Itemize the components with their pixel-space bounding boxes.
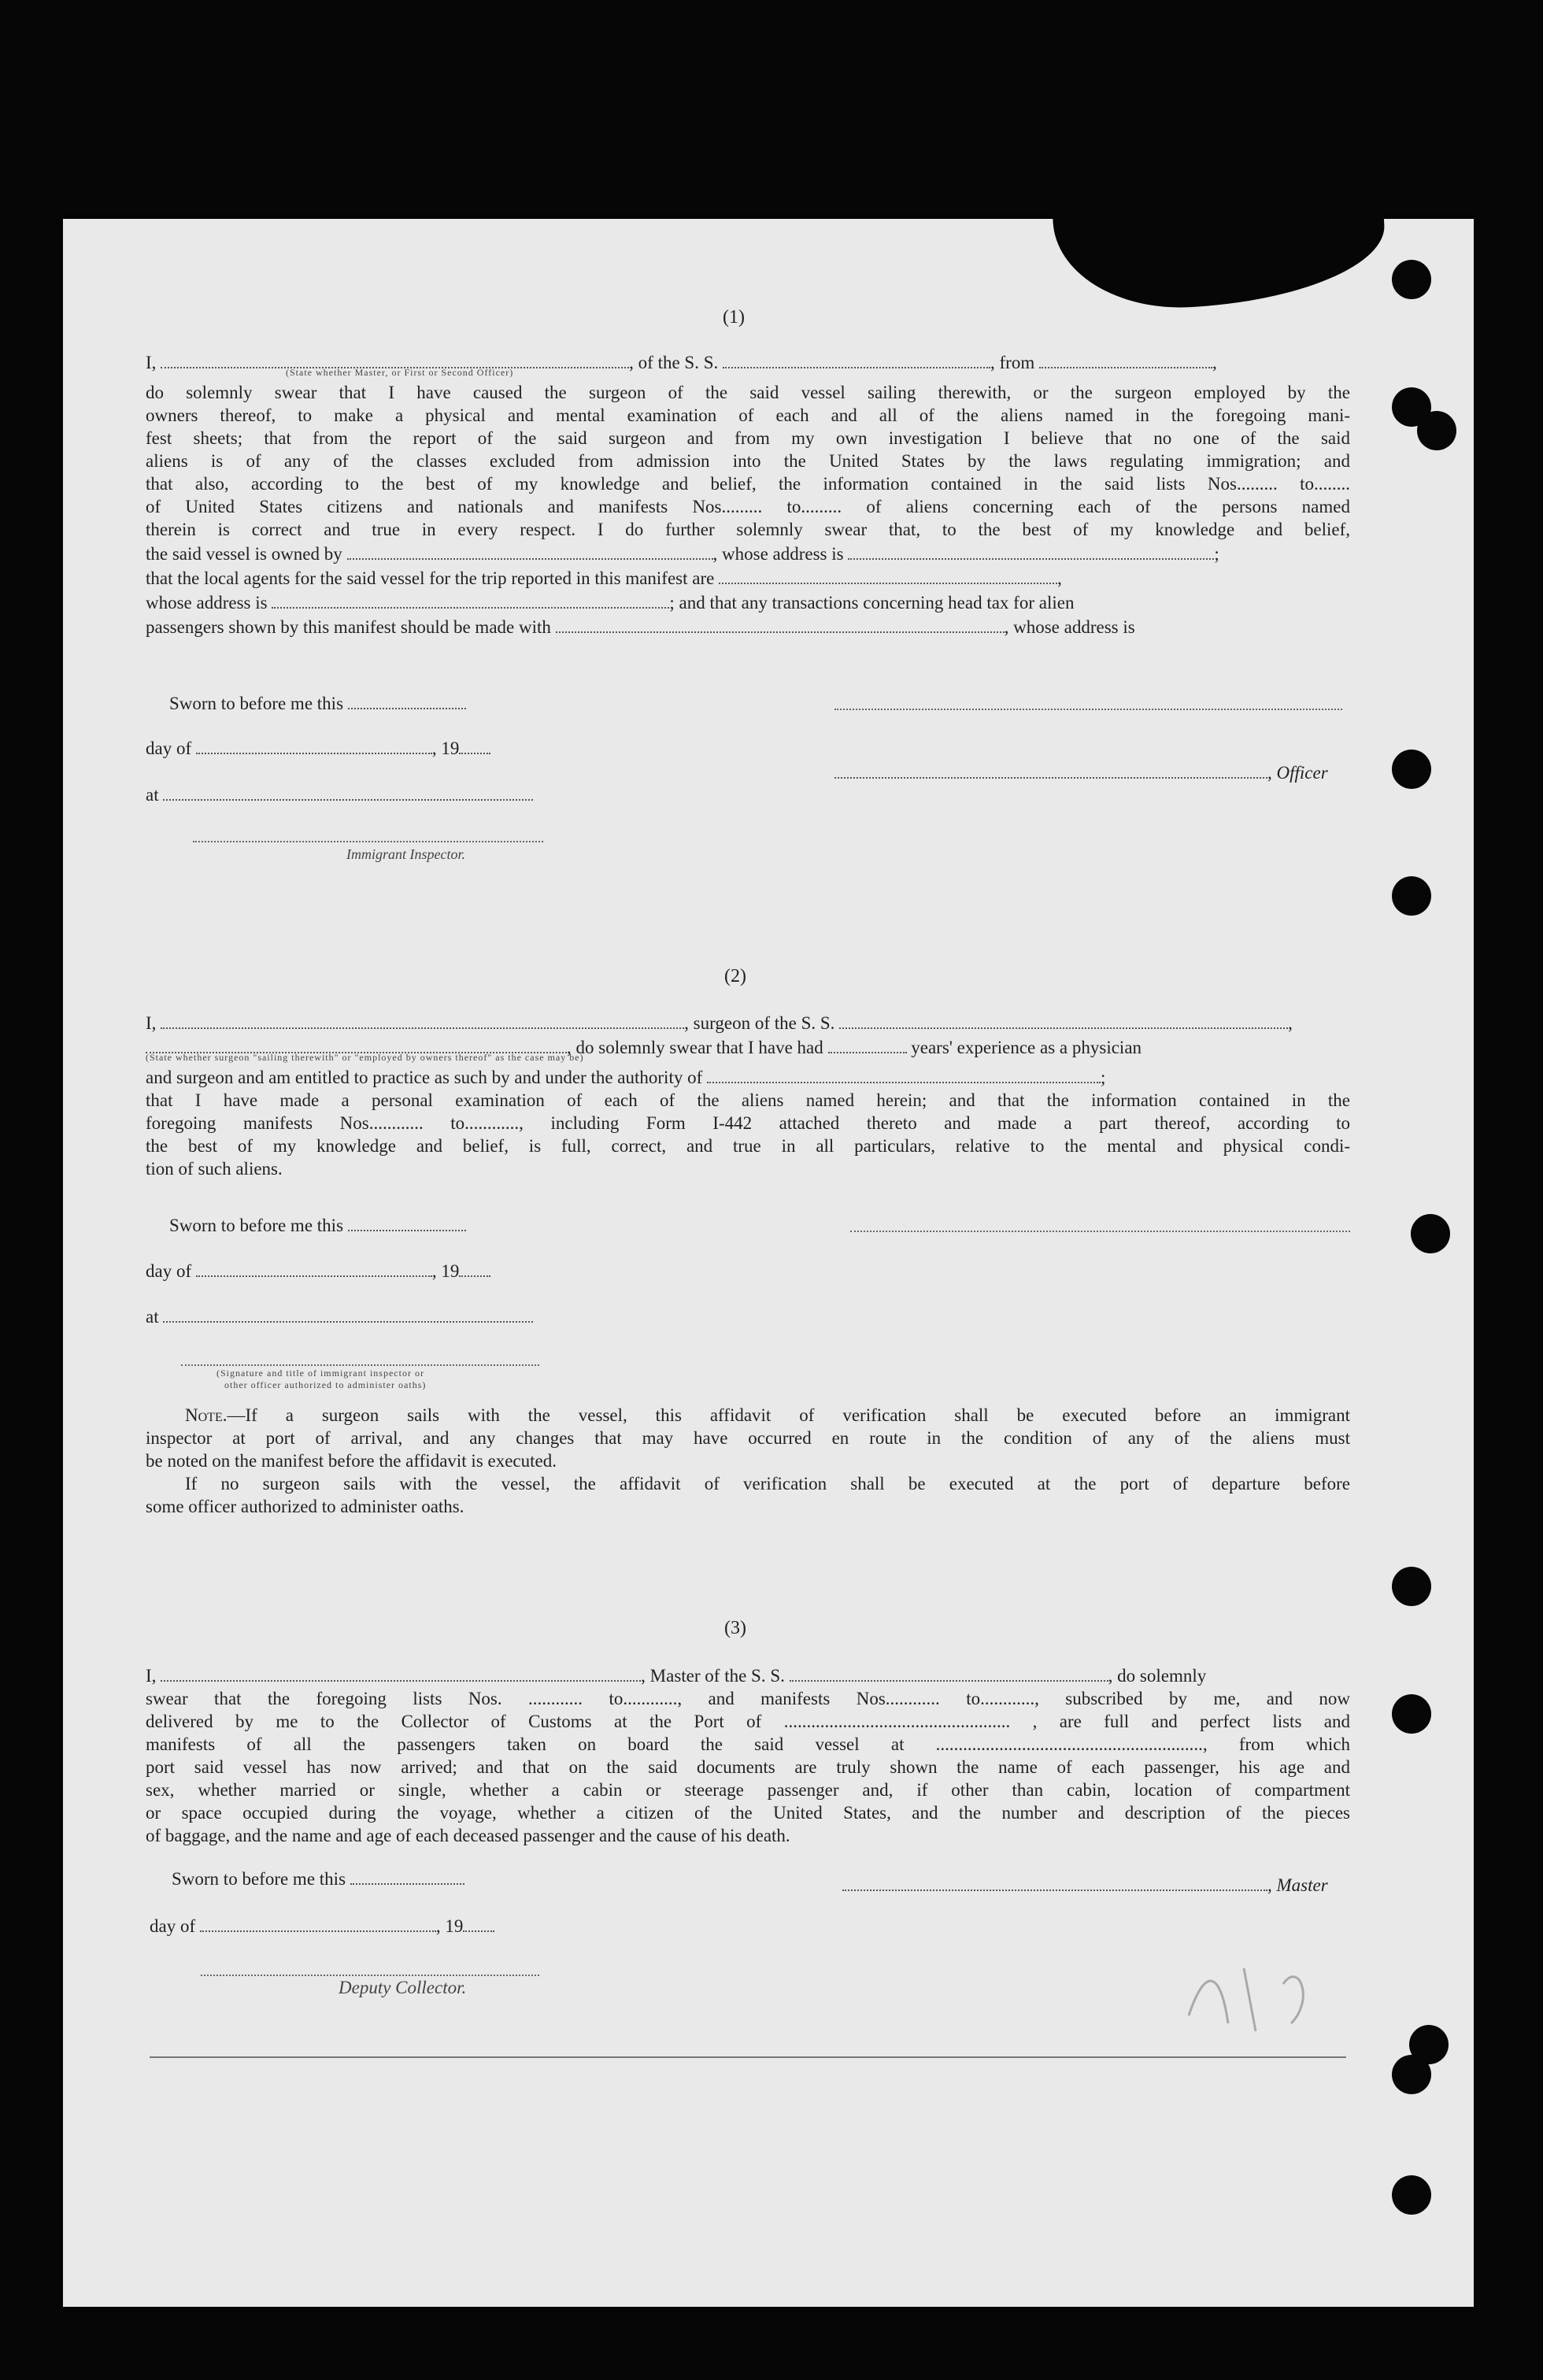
punch-hole xyxy=(1392,1694,1431,1734)
surgeon-signature-line[interactable] xyxy=(850,1231,1350,1232)
section-2-day-of: day of , 19 xyxy=(146,1258,490,1282)
section-2-body-last: tion of such aliens. xyxy=(146,1159,283,1179)
local-agents-line: that the local agents for the said vessel for the trip reported in this manifest are , xyxy=(146,565,1350,590)
body-line: do solemnly swear that I have caused the surgeon of the said vessel sailing therewith, or the surgeon employed by the xyxy=(146,383,1350,402)
authorized-officer-signature-line[interactable] xyxy=(181,1364,539,1366)
body-line: that also, according to the best of my knowledge and belief, the information contained in the said lists Nos......... to........ xyxy=(146,474,1350,494)
section-3-sworn: Sworn to before me this xyxy=(172,1866,464,1890)
master-name-field[interactable] xyxy=(161,1663,641,1682)
surgeon-caption: (State whether surgeon "sailing therewith" or "employed by owners thereof" as the case may be) xyxy=(146,1052,584,1063)
section-2-body xyxy=(146,1089,1350,1157)
sworn-year-field-2[interactable] xyxy=(459,1258,490,1277)
signature-caption-2: other officer authorized to administer oaths) xyxy=(224,1379,427,1390)
rank-caption: (State whether Master, or First or Second Officer) xyxy=(286,367,514,378)
owner-field[interactable] xyxy=(347,541,713,560)
section-1-at: at xyxy=(146,782,533,805)
section-number: (1) xyxy=(723,307,745,328)
section-3-vessel-field[interactable] xyxy=(790,1663,1108,1682)
body-line: fest sheets; that from the report of the said surgeon and from my own investigation I believe that no one of the said xyxy=(146,428,1350,448)
body-line: foregoing manifests Nos............ to............, including Form I-442 attached thereto and made a part thereof, according to xyxy=(146,1113,1350,1133)
vessel-name-field[interactable] xyxy=(723,350,990,368)
bottom-divider xyxy=(150,2056,1346,2058)
body-line: sex, whether married or single, whether a cabin or steerage passenger and, if other than cabin, location of compartment xyxy=(146,1780,1350,1800)
sworn-month-field-3[interactable] xyxy=(200,1913,436,1932)
section-number: (2) xyxy=(724,966,746,986)
body-line: the best of my knowledge and belief, is full, correct, and true in all particulars, relative to the mental and physical condi- xyxy=(146,1136,1350,1156)
master-signature: , Master xyxy=(842,1872,1328,1896)
owned-by-line: the said vessel is owned by , whose address is ; xyxy=(146,541,1350,565)
sworn-month-field[interactable] xyxy=(196,735,432,754)
agents-address-field[interactable] xyxy=(272,590,669,609)
sworn-place-field[interactable] xyxy=(163,782,533,801)
note2-line-1: If no surgeon sails with the vessel, the affidavit of verification shall be executed at the port of departure before xyxy=(185,1474,1350,1494)
body-line: of United States citizens and nationals and manifests Nos......... to......... of aliens concerning each of the persons named xyxy=(146,497,1350,516)
body-line: owners thereof, to make a physical and mental examination of each and all of the aliens named in the foregoing mani- xyxy=(146,405,1350,425)
punch-hole xyxy=(1392,876,1431,916)
sworn-date-field-2[interactable] xyxy=(348,1212,466,1231)
owner-address-field[interactable] xyxy=(848,541,1214,560)
body-line: therein is correct and true in every respect. I do further solemnly swear that, to the best of my knowledge and belief, xyxy=(146,520,1350,539)
deputy-collector-signature-line[interactable] xyxy=(201,1975,539,1976)
punch-hole xyxy=(1392,1567,1431,1606)
officer-signature-field[interactable] xyxy=(834,760,1267,779)
punch-hole xyxy=(1392,750,1431,789)
section-1-sworn: Sworn to before me this xyxy=(169,690,466,714)
head-tax-agent-field[interactable] xyxy=(556,614,1005,633)
sworn-year-field[interactable] xyxy=(459,735,490,754)
section-3-body-last: of baggage, and the name and age of each deceased passenger and the cause of his death. xyxy=(146,1826,790,1845)
punch-hole xyxy=(1392,260,1431,299)
authority-line: and surgeon and am entitled to practice as such by and under the authority of ; xyxy=(146,1064,1350,1089)
section-3-oath-line: I, , Master of the S. S. , do solemnly xyxy=(146,1663,1350,1687)
body-line: aliens is of any of the classes excluded from admission into the United States by the laws regulating immigration; and xyxy=(146,451,1350,471)
body-line: manifests of all the passengers taken on board the said vessel at ..........................................................., from which xyxy=(146,1734,1350,1754)
master-signature-field[interactable] xyxy=(842,1872,1267,1891)
section-number: (3) xyxy=(724,1618,746,1638)
departure-port-field[interactable] xyxy=(1039,350,1212,368)
authority-field[interactable] xyxy=(707,1064,1101,1083)
section-1-oath-line: I, , of the S. S. , from , xyxy=(146,350,1350,374)
inspector-caption: Immigrant Inspector. xyxy=(346,846,465,862)
agents-address-line: whose address is ; and that any transactions concerning head tax for alien xyxy=(146,590,1350,614)
sworn-date-field-3[interactable] xyxy=(350,1866,464,1885)
local-agents-field[interactable] xyxy=(719,565,1057,584)
head-tax-line: passengers shown by this manifest should be made with , whose address is xyxy=(146,614,1350,638)
section-3-day-of: day of , 19 xyxy=(150,1913,494,1937)
section-2-line-2: , do solemnly swear that I have had years' experience as a physician xyxy=(146,1035,1350,1059)
section-3-body xyxy=(146,1687,1350,1824)
punch-hole xyxy=(1417,411,1456,450)
deputy-collector-caption: Deputy Collector. xyxy=(339,1978,467,1997)
punch-hole xyxy=(1392,2175,1431,2215)
section-2-sworn: Sworn to before me this xyxy=(169,1212,466,1236)
section-2 xyxy=(146,1010,1350,1180)
section-1-day-of: day of , 19 xyxy=(146,735,490,759)
officer-rank-field[interactable] xyxy=(161,350,629,368)
body-line: or space occupied during the voyage, whether a citizen of the United States, and the number and description of the pieces xyxy=(146,1803,1350,1823)
section-1-signature-line[interactable] xyxy=(834,709,1342,710)
signature-caption-1: (Signature and title of immigrant inspector or xyxy=(216,1368,424,1379)
surgeon-status-field[interactable] xyxy=(146,1035,567,1053)
officer-signature: , Officer xyxy=(834,760,1328,783)
section-2-oath-line: I, , surgeon of the S. S. , xyxy=(146,1010,1350,1035)
sworn-date-field[interactable] xyxy=(348,690,466,709)
section-1 xyxy=(146,350,1350,638)
surgeon-name-field[interactable] xyxy=(161,1010,684,1029)
sworn-month-field-2[interactable] xyxy=(196,1258,432,1277)
section-2-at: at xyxy=(146,1304,533,1327)
punch-hole xyxy=(1411,1214,1450,1253)
note-line-3: be noted on the manifest before the affidavit is executed. xyxy=(146,1451,557,1471)
surgeon-vessel-field[interactable] xyxy=(839,1010,1288,1029)
body-line: delivered by me to the Collector of Customs at the Port of .................................................. , are full and perfect lists and xyxy=(146,1712,1350,1731)
note-line-1: Note.—If a surgeon sails with the vessel, this affidavit of verification shall be executed before an immigrant xyxy=(185,1405,1350,1425)
handwriting-marks xyxy=(1181,1952,1354,2047)
note2-line-2: some officer authorized to administer oaths. xyxy=(146,1497,464,1516)
years-experience-field[interactable] xyxy=(828,1035,907,1053)
note-line-2: inspector at port of arrival, and any changes that may have occurred en route in the condition of any of the aliens must xyxy=(146,1428,1350,1448)
sworn-year-field-3[interactable] xyxy=(463,1913,494,1932)
section-1-body xyxy=(146,381,1350,541)
sworn-place-field-2[interactable] xyxy=(163,1304,533,1323)
section-3 xyxy=(146,1663,1350,1847)
punch-hole xyxy=(1392,2055,1431,2094)
inspector-signature-line[interactable] xyxy=(193,841,543,842)
body-line: swear that the foregoing lists Nos. ............ to............, and manifests Nos............ to............, subscribed by me, and now xyxy=(146,1689,1350,1708)
body-line: that I have made a personal examination of each of the aliens named herein; and that the information contained in the xyxy=(146,1090,1350,1110)
note-block xyxy=(146,1404,1350,1518)
body-line: port said vessel has now arrived; and that on the said documents are truly shown the name of each passenger, his age and xyxy=(146,1757,1350,1777)
